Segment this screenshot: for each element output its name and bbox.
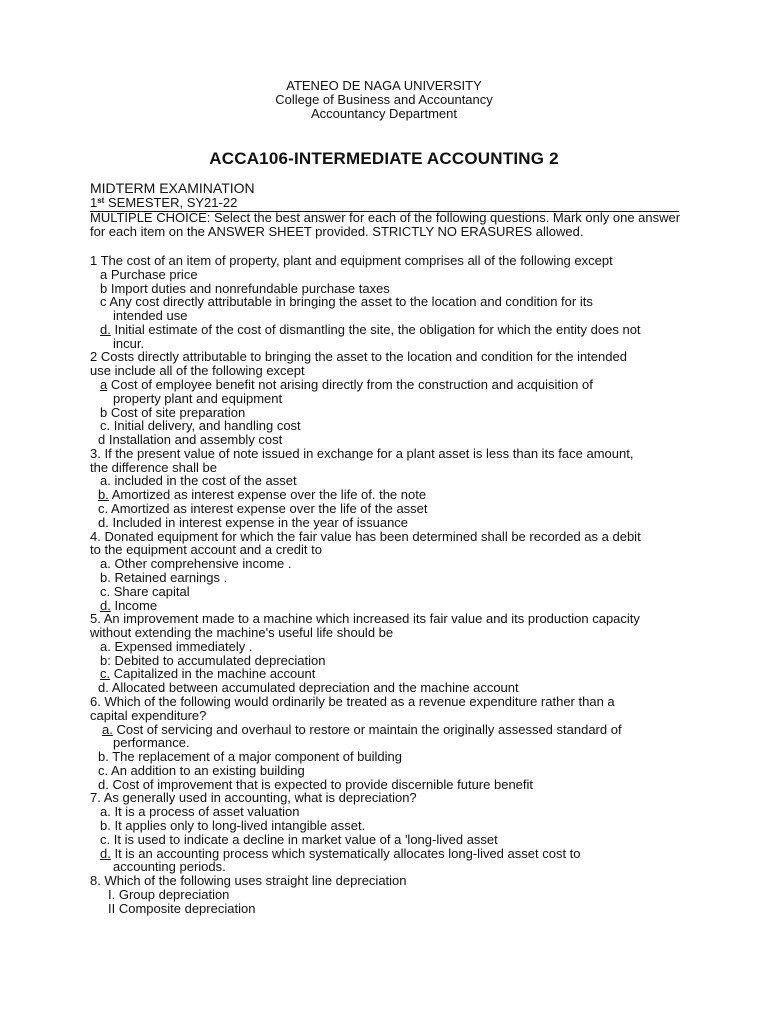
option-letter: I. — [108, 886, 116, 902]
option-continuation: property plant and equipment — [113, 390, 283, 406]
option-text: Included in interest expense in the year of issuance — [108, 514, 409, 530]
option-letter: d. — [100, 321, 111, 337]
semester-line — [90, 195, 237, 210]
question-stem: 8. Which of the following uses straight line depreciation — [90, 873, 407, 889]
option-text: included in the cost of the asset — [110, 473, 297, 489]
option-letter: b. — [98, 487, 109, 503]
question-stem: use include all of the following except — [90, 363, 305, 379]
option-text: It is a process of asset valuation — [110, 804, 300, 820]
option-letter: b. — [100, 817, 111, 833]
option-letter: c — [100, 294, 107, 310]
option-text: Amortized as interest expense over the life of the asset — [108, 501, 428, 517]
option-letter: d. — [98, 776, 109, 792]
question-stem: 6. Which of the following would ordinarily be treated as a revenue expenditure rather than a — [90, 693, 615, 709]
option-letter: b: — [100, 652, 111, 668]
department-name: Accountancy Department — [311, 106, 457, 121]
option-letter: a — [100, 266, 108, 282]
question-stem: capital expenditure? — [90, 707, 207, 723]
question-stem: 5. An improvement made to a machine which increased its fair value and its production capacity — [90, 611, 640, 627]
option-text: Expensed immediately . — [110, 638, 253, 654]
option-text: Composite depreciation — [115, 900, 256, 916]
option-text: Debited to accumulated depreciation — [110, 652, 326, 668]
option-text: Group depreciation — [115, 886, 230, 902]
option-text: Share capital — [110, 583, 190, 599]
option-text: Income — [110, 597, 158, 613]
answer-option — [108, 902, 255, 916]
option-text: Retained earnings . — [110, 569, 228, 585]
option-text: Purchase price — [107, 266, 198, 282]
instructions: MULTIPLE CHOICE: Select the best answer for each of the following questions. Mark only one answer for each item on the ANSWER SHEET provided. STRICTLY NO ERASURES allowed. — [90, 210, 681, 239]
question-stem: to the equipment account and a credit to — [90, 542, 322, 558]
question-stem: the difference shall be — [90, 459, 217, 475]
option-text: Import duties and nonrefundable purchase taxes — [107, 280, 390, 296]
university-name: ATENEO DE NAGA UNIVERSITY — [286, 78, 482, 93]
option-letter: a — [100, 377, 108, 393]
option-text: Other comprehensive income . — [110, 556, 292, 572]
option-letter: c. — [100, 583, 111, 599]
exam-name: MIDTERM EXAMINATION — [90, 180, 255, 196]
option-letter: c. — [100, 666, 111, 682]
option-text: Cost of site preparation — [107, 404, 246, 420]
semester-text: SEMESTER, SY21-22 — [104, 195, 238, 210]
option-letter: II — [108, 900, 116, 916]
college-name: College of Business and Accountancy — [275, 92, 493, 107]
option-letter: a. — [100, 804, 111, 820]
option-letter: c. — [98, 762, 109, 778]
option-text: Initial estimate of the cost of dismantling the site, the obligation for which the entity does not — [110, 321, 641, 337]
option-letter: d. — [100, 597, 111, 613]
option-continuation: intended use — [113, 308, 188, 324]
option-letter: a. — [100, 473, 111, 489]
option-letter: a. — [100, 556, 111, 572]
option-text: Installation and assembly cost — [105, 432, 283, 448]
option-letter: c. — [98, 501, 109, 517]
answer-option — [100, 378, 593, 392]
question-stem: 3. If the present value of note issued in exchange for a plant asset is less than its face amount, — [90, 445, 634, 461]
option-letter: d — [98, 432, 106, 448]
option-text: Amortized as interest expense over the life of. the note — [108, 487, 427, 503]
question-stem: 4. Donated equipment for which the fair value has been determined shall be recorded as a debit — [90, 528, 641, 544]
option-letter: a. — [100, 638, 111, 654]
option-text: Initial delivery, and handling cost — [110, 418, 301, 434]
answer-option — [98, 516, 408, 530]
option-letter: b — [100, 404, 108, 420]
option-text: It is an accounting process which systematically allocates long-lived asset cost to — [110, 845, 581, 861]
option-text: An addition to an existing building — [108, 762, 305, 778]
option-letter: a. — [102, 721, 113, 737]
option-letter: c. — [100, 831, 111, 847]
option-letter: d. — [100, 845, 111, 861]
semester-ordinal: st — [97, 196, 105, 205]
option-letter: d. — [98, 514, 109, 530]
option-text: Any cost directly attributable in bringing the asset to the location and condition for its — [106, 294, 593, 310]
option-text: It applies only to long-lived intangible asset. — [110, 817, 366, 833]
option-text: Allocated between accumulated depreciation and the machine account — [108, 680, 519, 696]
course-title: ACCA106-INTERMEDIATE ACCOUNTING 2 — [209, 149, 559, 168]
option-text: Cost of improvement that is expected to provide discernible future benefit — [108, 776, 534, 792]
option-continuation: accounting periods. — [113, 859, 226, 875]
option-text: Capitalized in the machine account — [110, 666, 316, 682]
option-continuation: performance. — [113, 735, 190, 751]
semester-number: 1 — [90, 195, 98, 210]
question-stem: 1 The cost of an item of property, plant and equipment comprises all of the following except — [90, 253, 613, 268]
question-stem: 2 Costs directly attributable to bringing the asset to the location and condition for the intended — [90, 349, 627, 365]
option-letter: c. — [100, 418, 111, 434]
option-letter: b — [100, 280, 108, 296]
option-text: The replacement of a major component of building — [108, 749, 402, 765]
question-stem: 7. As generally used in accounting, what is depreciation? — [90, 790, 417, 806]
answer-option — [100, 323, 641, 337]
option-continuation: incur. — [113, 335, 145, 351]
option-letter: b. — [98, 749, 109, 765]
question-stem: without extending the machine's useful life should be — [90, 625, 394, 641]
option-text: It is used to indicate a decline in market value of a 'long-lived asset — [110, 831, 498, 847]
option-letter: b. — [100, 569, 111, 585]
option-text: Cost of employee benefit not arising directly from the construction and acquisition of — [107, 377, 593, 393]
option-letter: d. — [98, 680, 109, 696]
option-text: Cost of servicing and overhaul to restore or maintain the originally assessed standard of — [112, 721, 622, 737]
